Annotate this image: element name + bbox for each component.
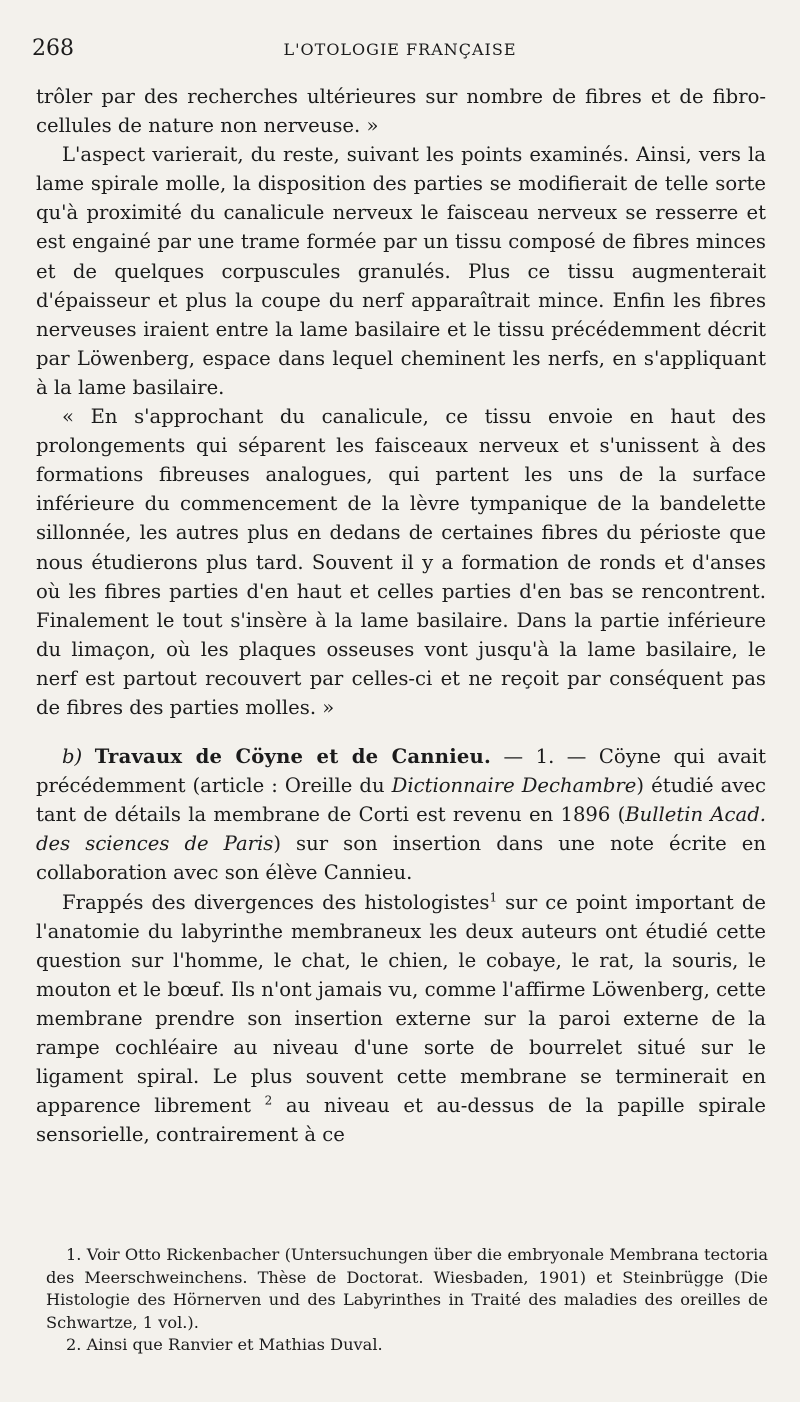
text-run: — 1. — Cöyne qui avait précédemment (article : Oreille du bbox=[36, 745, 767, 798]
citation-bulletin: Bulletin Acad. des sciences de Paris bbox=[36, 803, 766, 856]
text-run: Frappés des divergences des histologistes bbox=[62, 890, 490, 914]
paragraph-aspect: L'aspect varierait, du reste, suivant les points examinés. Ainsi, vers la lame spirale molle, la disposition des parties se modifierait de telle sorte qu'à proximité du canalicule nerveux le faisceau nerveux se resserre et est engainé par une trame formée par un tissu composé de fibres minces et de quelques corpuscules granulés. Plus ce tissu augmenterait d'épaisseur et plus la coupe du nerf apparaîtrait mince. Enfin les fibres nerveuses iraient entre la lame basilaire et le tissu précédemment décrit par Löwenberg, espace dans lequel cheminent les nerfs, en s'appliquant à la lame basilaire. bbox=[36, 143, 766, 399]
footnote-1: 1. Voir Otto Rickenbacher (Untersuchungen über die embryonale Membrana tectoria des Meerschweinchens. Thèse de Doctorat. Wiesbaden, 1901) et Steinbrügge (Die Histologie des Hörnerven und des Labyrinthes in Traité des maladies des oreilles de Schwartze, 1 vol.). bbox=[46, 1245, 768, 1332]
running-title: L'OTOLOGIE FRANÇAISE bbox=[283, 40, 517, 59]
text-run: au niveau et au-dessus de la papille spirale sensorielle, contrairement à ce bbox=[36, 1094, 766, 1147]
paragraph-quote: « En s'approchant du canalicule, ce tissu envoie en haut des prolongements qui séparent les faisceaux nerveux et s'unissent à des formations fibreuses analogues, qui partent les uns de la surface inférieure du commencement de la lèvre tympanique de la bandelette sillonnée, les autres plus en dedans de certaines fibres du périoste que nous étudierons plus tard. Souvent il y a formation de ronds et d'anses où les fibres parties d'en haut et celles parties d'en bas se rencontrent. Finalement le tout s'insère à la lame basilaire. Dans la partie inférieure du limaçon, où les plaques osseuses vont jusqu'à la lame basilaire, le nerf est partout recouvert par celles-ci et ne reçoit par conséquent pas de fibres des parties molles. » bbox=[36, 405, 766, 719]
footnotes bbox=[46, 1244, 768, 1357]
paragraph-divergences bbox=[36, 888, 766, 1150]
text-run: ) sur son insertion dans une note écrite en collaboration avec son élève Cannieu. bbox=[36, 832, 766, 885]
citation-dictionnaire: Dictionnaire Dechambre bbox=[391, 774, 637, 798]
section-label: b) bbox=[62, 745, 83, 769]
section-heading: Travaux de Cöyne et de Cannieu. bbox=[94, 745, 491, 769]
text-run: sur ce point important de l'anatomie du labyrinthe membraneux les deux auteurs ont étudié cette question sur l'homme, le chat, le chien, le cobaye, le rat, la souris, le mouton et le bœuf. Ils n'ont jamais vu, comme l'affirme Löwenberg, cette membrane prendre son insertion externe sur la paroi externe de la rampe cochléaire au niveau d'une sorte de bourrelet situé sur le ligament spiral. Le plus souvent cette membrane se terminerait en apparence librement bbox=[36, 890, 766, 1118]
paragraph-coyne-cannieu bbox=[36, 742, 766, 887]
footnote-2: 2. Ainsi que Ranvier et Mathias Duval. bbox=[66, 1335, 383, 1355]
paragraph-continuation: trôler par des recherches ultérieures sur nombre de fibres et de fibro-cellules de nature non nerveuse. » bbox=[36, 85, 766, 138]
page-number: 268 bbox=[32, 36, 74, 61]
footnote-ref-2: 2 bbox=[264, 1093, 273, 1108]
footnote-ref-1: 1 bbox=[489, 890, 498, 904]
section-gap bbox=[36, 722, 766, 742]
page-header bbox=[32, 36, 768, 66]
text-run: ) étudié avec tant de détails la membrane de Corti est revenu en 1896 ( bbox=[36, 774, 766, 827]
body-text bbox=[36, 82, 766, 1149]
